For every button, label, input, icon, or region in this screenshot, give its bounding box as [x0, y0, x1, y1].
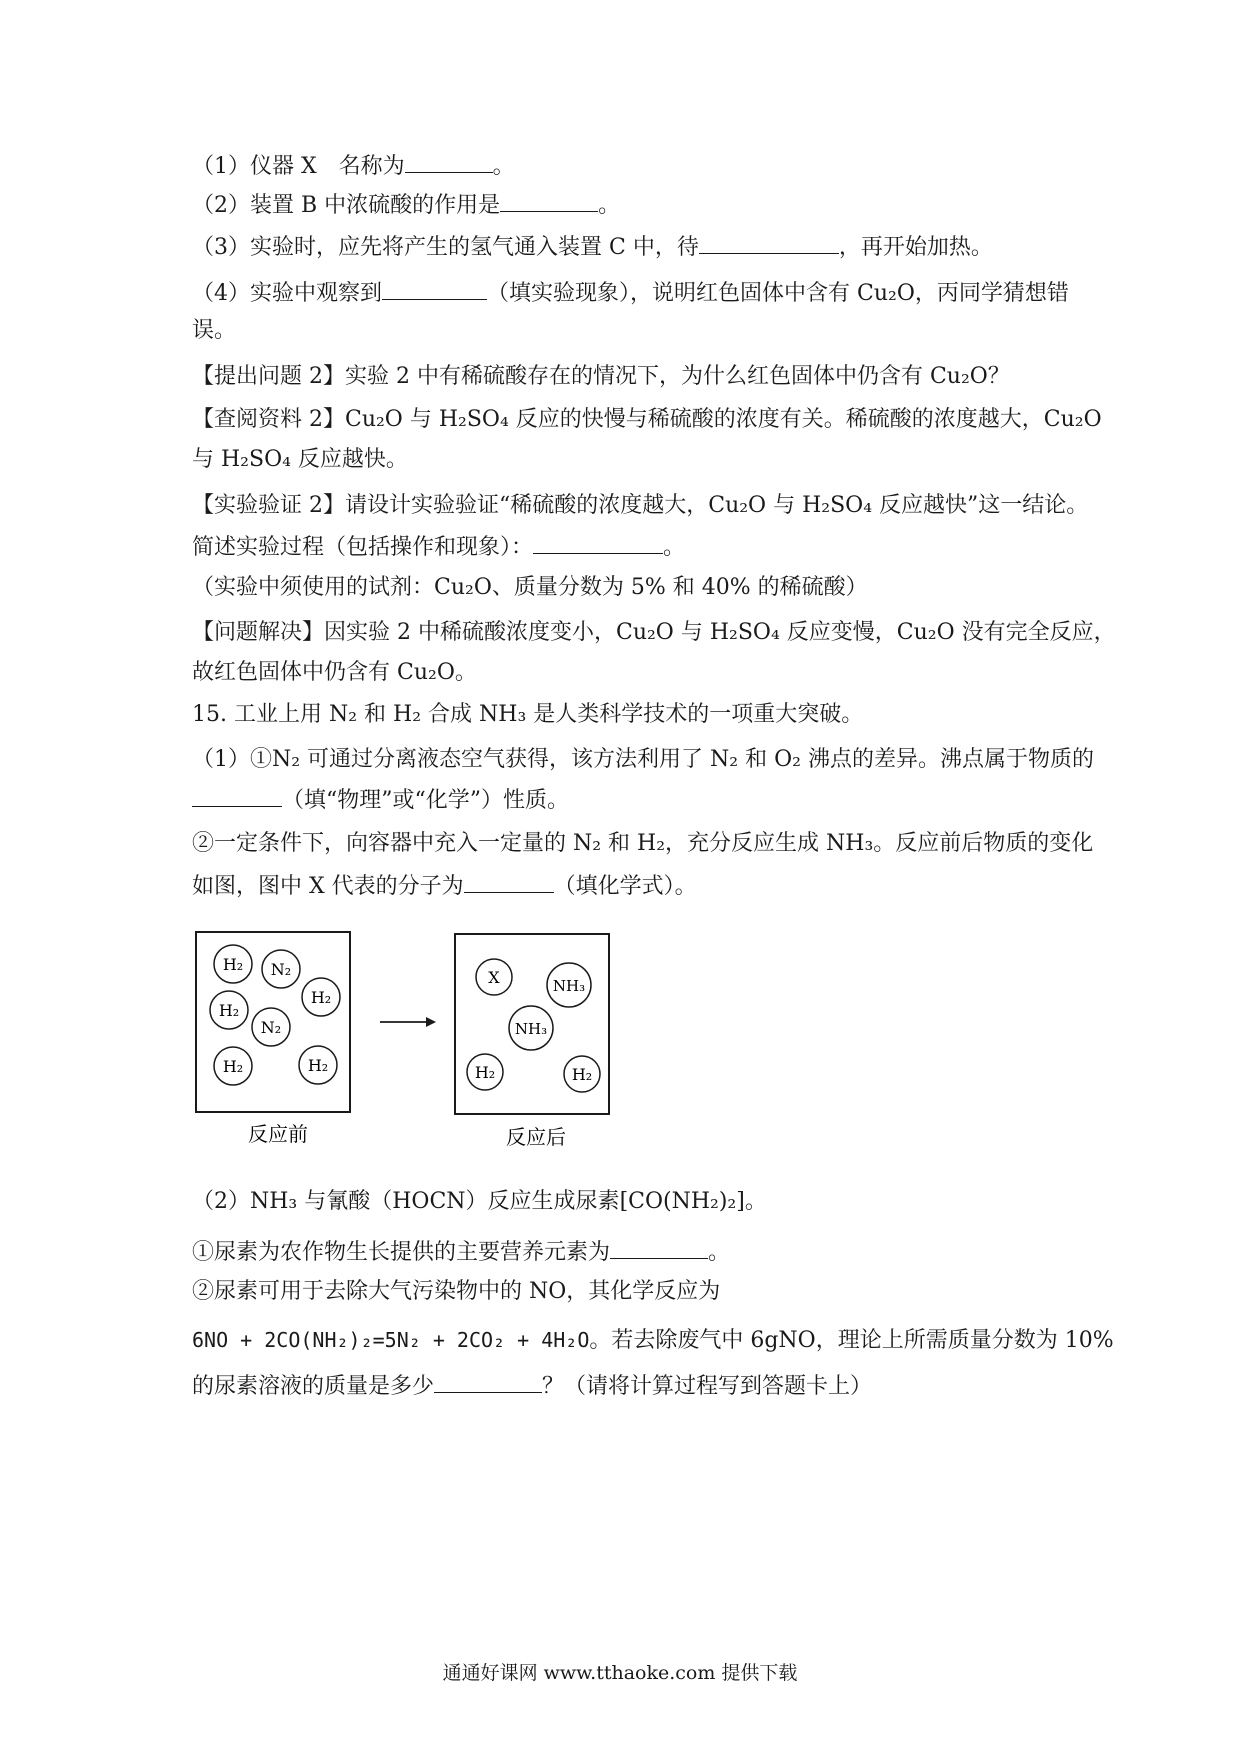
h2-molecule	[214, 1047, 252, 1085]
page-footer: 通通好课网 www.tthaoke.com 提供下载	[442, 1662, 798, 1684]
h2-molecule	[564, 1056, 600, 1092]
svg-text:N₂: N₂	[270, 960, 292, 979]
paragraph-line: 【提出问题 2】实验 2 中有稀硫酸存在的情况下，为什么红色固体中仍含有 Cu₂O？	[192, 364, 1010, 389]
paragraph-line: 故红色固体中仍含有 Cu₂O。	[192, 660, 477, 685]
svg-text:H₂: H₂	[474, 1063, 496, 1082]
nh3-molecule	[509, 1006, 553, 1050]
question-line: （1）仪器 X 名称为 。	[192, 154, 515, 179]
paragraph-line: 【问题解决】因实验 2 中稀硫酸浓度变小，Cu₂O 与 H₂SO₄ 反应变慢，Cu₂O 没有完全反应，	[192, 620, 1116, 645]
svg-text:H₂: H₂	[310, 988, 332, 1007]
question-line: （2）NH₃ 与氰酸（HOCN）反应生成尿素[CO(NH₂)₂]。	[192, 1189, 767, 1214]
question-line: 误。	[192, 318, 237, 343]
reaction-diagram	[190, 930, 660, 1160]
svg-text:X: X	[488, 968, 500, 987]
question-line: ②尿素可用于去除大气污染物中的 NO，其化学反应为	[192, 1279, 721, 1304]
question-line: 如图，图中 X 代表的分子为 （填化学式）。	[192, 874, 697, 899]
paragraph-line: 【实验验证 2】请设计实验验证“稀硫酸的浓度越大，Cu₂O 与 H₂SO₄ 反应越快”这一结论。	[192, 493, 1089, 518]
svg-text:N₂: N₂	[260, 1018, 282, 1037]
answer-blank[interactable]	[434, 1372, 542, 1393]
h2-molecule	[299, 1046, 337, 1084]
question-heading: 15. 工业上用 N₂ 和 H₂ 合成 NH₃ 是人类科学技术的一项重大突破。	[192, 702, 864, 727]
paragraph-line: 【查阅资料 2】Cu₂O 与 H₂SO₄ 反应的快慢与稀硫酸的浓度有关。稀硫酸的浓度越大，Cu₂O	[192, 407, 1102, 432]
answer-blank[interactable]	[405, 152, 493, 173]
svg-text:H₂: H₂	[218, 1001, 240, 1020]
answer-blank[interactable]	[533, 533, 663, 554]
h2-molecule	[467, 1054, 503, 1090]
x-molecule	[476, 959, 512, 995]
answer-blank[interactable]	[464, 872, 554, 893]
n2-molecule	[252, 1008, 290, 1046]
h2-molecule	[302, 978, 340, 1016]
answer-blank[interactable]	[500, 191, 598, 212]
question-line: ②一定条件下，向容器中充入一定量的 N₂ 和 H₂，充分反应生成 NH₃。反应前后物质的变化	[192, 831, 1094, 856]
answer-blank[interactable]	[192, 786, 282, 807]
paragraph-line: 简述实验过程（包括操作和现象）： 。	[192, 535, 686, 560]
h2-molecule	[214, 945, 252, 983]
answer-blank[interactable]	[382, 279, 487, 300]
question-line: ①尿素为农作物生长提供的主要营养元素为 。	[192, 1240, 731, 1265]
question-line: （填“物理”或“化学”）性质。	[192, 786, 569, 815]
paragraph-line: 与 H₂SO₄ 反应越快。	[192, 447, 408, 472]
after-box	[455, 934, 609, 1114]
reaction-arrow	[380, 1017, 436, 1027]
reaction-equation: 6NO + 2CO(NH₂)₂=5N₂ + 2CO₂ + 4H₂O	[192, 1328, 590, 1352]
svg-text:H₂: H₂	[307, 1056, 329, 1075]
svg-text:NH₃: NH₃	[552, 977, 586, 995]
paragraph-line: （实验中须使用的试剂：Cu₂O、质量分数为 5% 和 40% 的稀硫酸）	[192, 575, 868, 600]
question-line: （3）实验时，应先将产生的氢气通入装置 C 中，待 ，再开始加热。	[192, 235, 993, 260]
after-label: 反应后	[506, 1127, 566, 1149]
n2-molecule	[262, 950, 300, 988]
nh3-molecule	[547, 963, 591, 1007]
before-label: 反应前	[248, 1124, 308, 1146]
question-line: 的尿素溶液的质量是多少 ？（请将计算过程写到答题卡上）	[192, 1374, 873, 1399]
h2-molecule	[210, 991, 248, 1029]
question-line: （1）①N₂ 可通过分离液态空气获得，该方法利用了 N₂ 和 O₂ 沸点的差异。沸点属于物质的	[192, 747, 1094, 772]
answer-blank[interactable]	[699, 233, 839, 254]
answer-blank[interactable]	[610, 1238, 708, 1259]
svg-text:H₂: H₂	[222, 1057, 244, 1076]
svg-text:H₂: H₂	[571, 1065, 593, 1084]
question-line: （2）装置 B 中浓硫酸的作用是 。	[192, 193, 621, 218]
svg-text:H₂: H₂	[222, 955, 244, 974]
question-line: 6NO + 2CO(NH₂)₂=5N₂ + 2CO₂ + 4H₂O。若去除废气中 6gNO，理论上所需质量分数为 10%	[192, 1328, 1114, 1353]
svg-text:NH₃: NH₃	[514, 1020, 548, 1038]
before-box	[196, 932, 350, 1112]
question-line: （4）实验中观察到 （填实验现象），说明红色固体中含有 Cu₂O，丙同学猜想错	[192, 281, 1069, 306]
urea-formula: [CO(NH₂)₂]	[619, 1189, 745, 1214]
